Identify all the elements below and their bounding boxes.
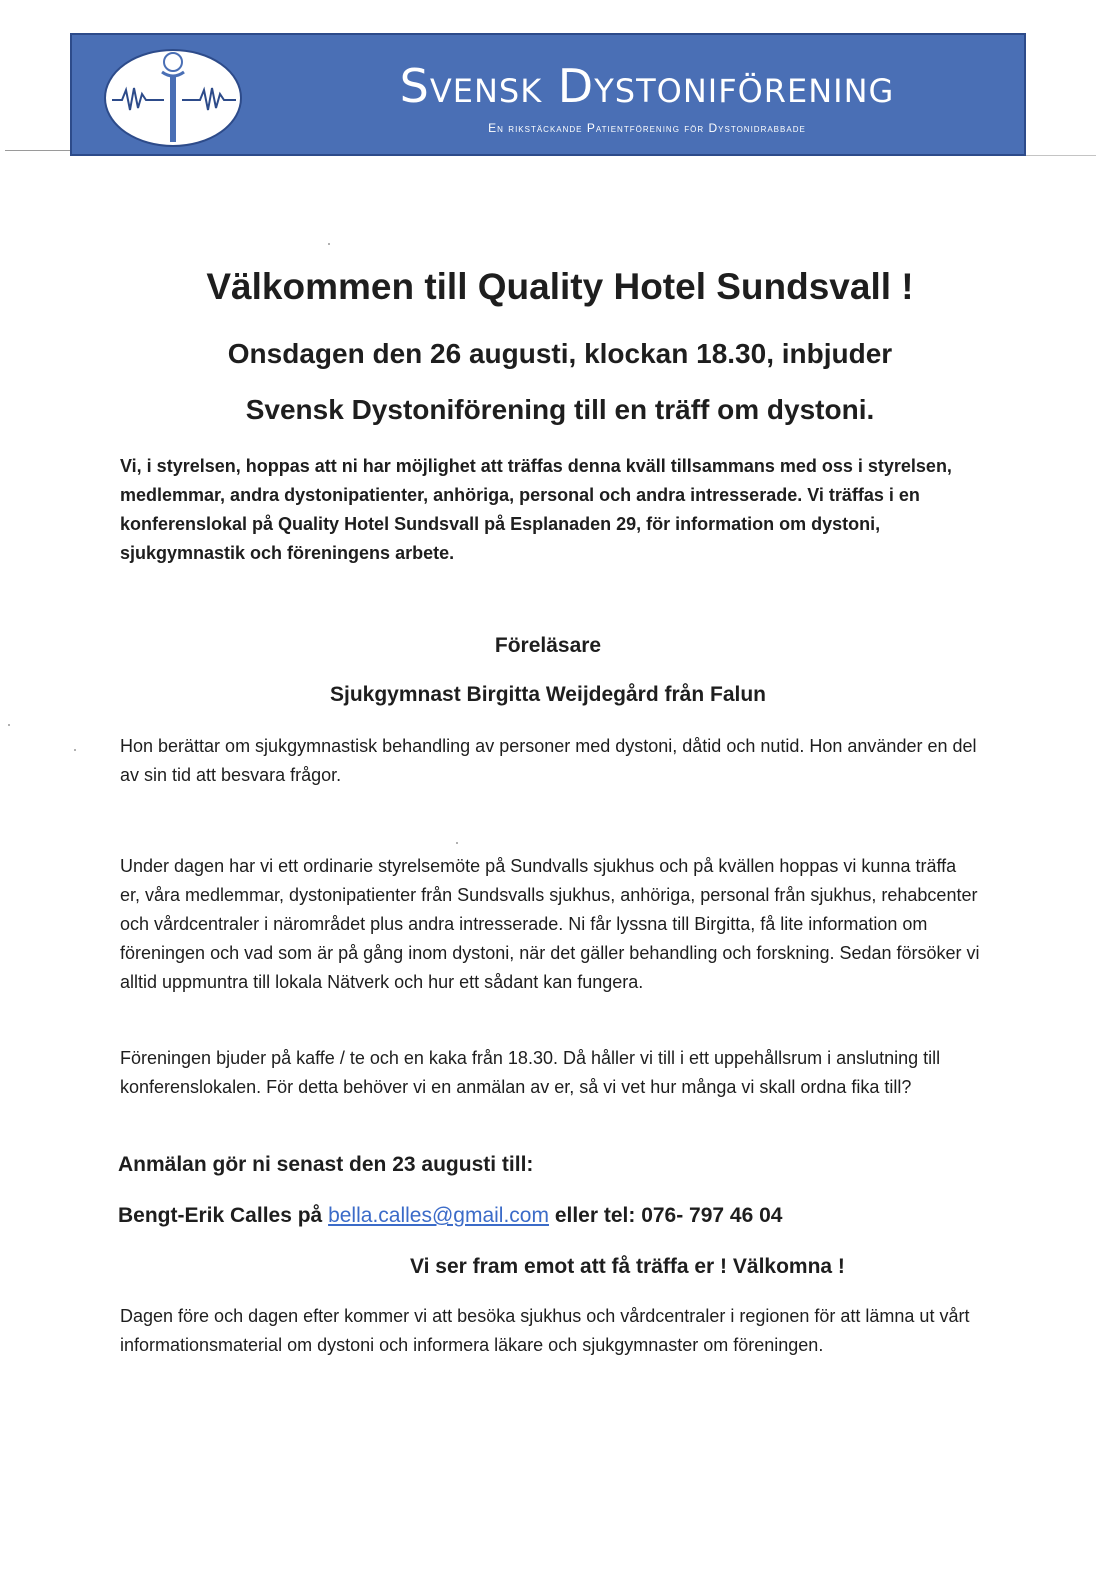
intro-paragraph: Vi, i styrelsen, hoppas att ni har möjlighet att träffas denna kväll tillsammans med oss i styrelsen, medlemmar, andra dystonipatienter, anhöriga, personal och andra intresserade. Vi träffas i en konferenslokal på Quality Hotel Sundsvall på Esplanaden 29, för information om dystoni, sjukgymnastik och föreningens arbete. [120,456,952,563]
contact-phone: eller tel: 076- 797 46 04 [554,1204,783,1227]
event-date-line: Onsdagen den 26 augusti, klockan 18.30, inbjuder [227,338,893,369]
contact-line [118,1204,783,1228]
scan-speck [8,724,10,726]
scan-speck [328,243,330,245]
body-paragraph-2: Föreningen bjuder på kaffe / te och en kaka från 18.30. Då håller vi till i ett uppehållsrum i anslutning till konferenslokalen. För detta behöver vi en anmälan av er, så vi vet hur många vi skall ordna fika till? [120,1048,941,1097]
event-host-line: Svensk Dystoniförening till en träff om dystoni. [245,394,875,425]
scan-speck [456,842,458,844]
lecturer-description: Hon berättar om sjukgymnastisk behandling av personer med dystoni, dåtid och nutid. Hon använder en del av sin tid att besvara frågor. [120,736,977,785]
page-title: Välkommen till Quality Hotel Sundsvall ! [206,266,914,307]
header-banner [70,33,1026,156]
footer-paragraph: Dagen före och dagen efter kommer vi att besöka sjukhus och vårdcentraler i regionen för att lämna ut vårt informationsmaterial om dystoni och informera läkare och sjukgymnaster om föreningen. [120,1306,970,1355]
welcome-line: Vi ser fram emot att få träffa er ! Välkomna ! [410,1255,845,1278]
registration-deadline: Anmälan gör ni senast den 23 augusti till: [118,1153,534,1176]
organization-tagline: En rikstäckande Patientförening för Dystonidrabbade [488,121,806,135]
organization-name: Svensk Dystoniförening [399,59,895,113]
body-paragraph-1: Under dagen har vi ett ordinarie styrelsemöte på Sundvalls sjukhus och på kvällen hoppas vi kunna träffa er, våra medlemmar, dystonipatienter från Sundsvalls sjukhus, anhöriga, personal från sjukhus, rehabcenter och vårdcentraler i närområdet plus andra intresserade. Ni får lyssna till Birgitta, få lite information om föreningen och vad som är på gång inom dystoni, när det gäller behandling och forskning. Sedan försöker vi alltid uppmuntra till lokala Nätverk och hur ett sådant kan fungera. [120,856,980,992]
header-rule-left [5,150,75,151]
lecturer-name: Sjukgymnast Birgitta Weijdegård från Falun [329,683,767,706]
lecturer-heading: Föreläsare [494,634,602,657]
email-link[interactable]: bella.calles@gmail.com [328,1204,549,1227]
dystonia-logo-icon [100,42,250,150]
header-rule-right [1026,155,1096,156]
scan-speck [74,749,76,751]
contact-name: Bengt-Erik Calles på [118,1204,323,1227]
